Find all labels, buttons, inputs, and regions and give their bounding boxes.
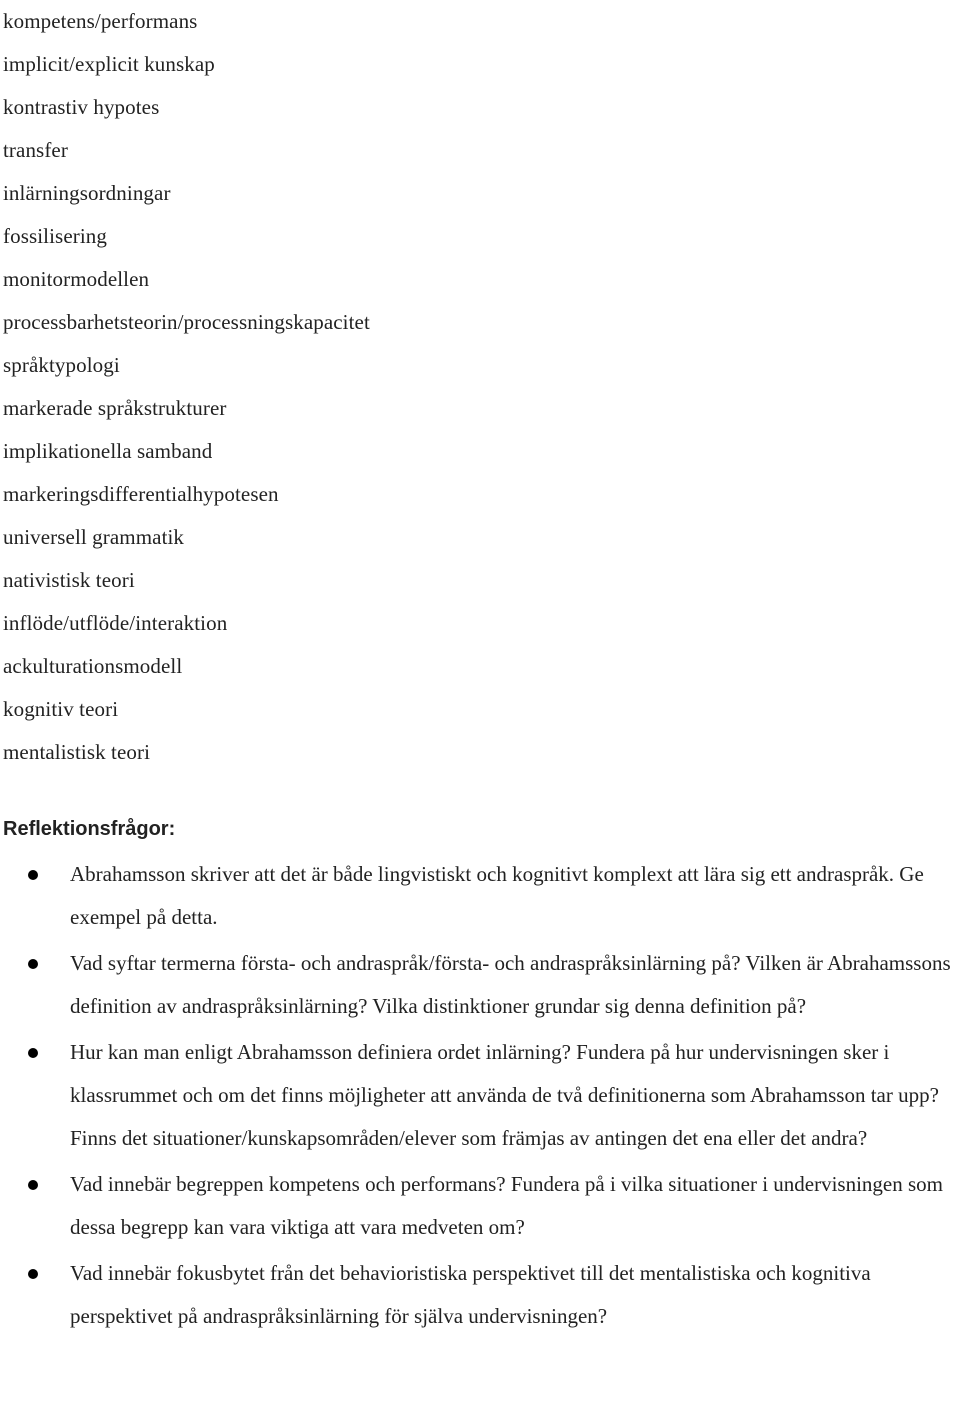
term-item: inlärningsordningar: [3, 181, 171, 205]
reflection-heading: Reflektionsfrågor:: [3, 818, 176, 840]
term-item: monitormodellen: [3, 267, 150, 291]
term-item: processbarhetsteorin/processningskapacitet: [3, 310, 370, 334]
bullet-icon: [28, 1269, 38, 1279]
term-item: universell grammatik: [3, 525, 185, 549]
reflection-question: [0, 1031, 960, 1160]
reflection-question: [0, 1163, 960, 1249]
question-text: Vad innebär fokusbytet från det behavioristiska perspektivet till det mentalistiska och kognitiva perspektivet på andraspråksinlärning för själva undervisningen?: [70, 1261, 871, 1328]
term-list: [3, 0, 370, 774]
reflection-question: [0, 1252, 960, 1338]
term-item: markerade språkstrukturer: [3, 396, 227, 420]
term-item: språktypologi: [3, 353, 120, 377]
bullet-icon: [28, 1048, 38, 1058]
reflection-question-list: [0, 853, 960, 1341]
term-item: mentalistisk teori: [3, 740, 151, 764]
term-item: implikationella samband: [3, 439, 213, 463]
bullet-icon: [28, 1180, 38, 1190]
term-item: nativistisk teori: [3, 568, 135, 592]
bullet-icon: [28, 959, 38, 969]
term-item: fossilisering: [3, 224, 107, 248]
term-item: kompetens/performans: [3, 9, 198, 33]
term-item: ackulturationsmodell: [3, 654, 183, 678]
term-item: transfer: [3, 138, 68, 162]
question-text: Vad innebär begreppen kompetens och performans? Fundera på i vilka situationer i undervisningen som dessa begrepp kan vara viktiga att vara medveten om?: [70, 1172, 944, 1239]
reflection-question: [0, 942, 960, 1028]
question-text: Vad syftar termerna första- och andraspråk/första- och andraspråksinlärning på? Vilken är Abrahamssons definition av andraspråksinlärning? Vilka distinktioner grundar sig denna definition på?: [70, 951, 951, 1018]
reflection-question: [0, 853, 960, 939]
term-item: inflöde/utflöde/interaktion: [3, 611, 228, 635]
term-item: kognitiv teori: [3, 697, 119, 721]
question-text: Hur kan man enligt Abrahamsson definiera ordet inlärning? Fundera på hur undervisningen sker i klassrummet och om det finns möjligheter att använda de två definitionerna som Abrahamsson tar upp? Finns det situationer/kunskapsområden/elever som främjas av antingen det ena eller det andra?: [70, 1040, 939, 1150]
term-item: kontrastiv hypotes: [3, 95, 160, 119]
term-item: markeringsdifferentialhypotesen: [3, 482, 279, 506]
bullet-icon: [28, 870, 38, 880]
term-item: implicit/explicit kunskap: [3, 52, 215, 76]
question-text: Abrahamsson skriver att det är både lingvistiskt och kognitivt komplext att lära sig ett andraspråk. Ge exempel på detta.: [70, 862, 924, 929]
